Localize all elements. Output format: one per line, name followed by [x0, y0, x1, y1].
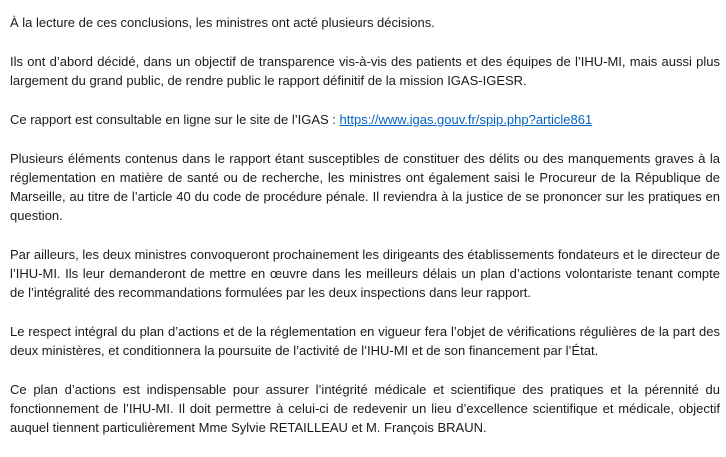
paragraph-prosecutor: Plusieurs éléments contenus dans le rapport étant susceptibles de constituer des délits ou des manquements graves à la réglementation en matière de santé ou de recherche, les ministres ont également saisi le Procureur de la République de Marseille, au titre de l’article 40 du code de procédure pénale. Il reviendra à la justice de se prononcer sur les pratiques en question. — [10, 151, 720, 223]
paragraph-action-plan: Par ailleurs, les deux ministres convoqueront prochainement les dirigeants des établissements fondateurs et le directeur de l’IHU-MI. Ils leur demanderont de mettre en œuvre dans les meilleurs délais un plan d’actions volontariste tenant compte de l’intégralité des recommandations formulées par les deux inspections dans leur rapport. — [10, 247, 720, 300]
igas-report-link[interactable]: https://www.igas.gouv.fr/spip.php?article861 — [339, 112, 593, 127]
paragraph-intro: À la lecture de ces conclusions, les ministres ont acté plusieurs décisions. — [10, 15, 435, 30]
paragraph-verification: Le respect intégral du plan d’actions et de la réglementation en vigueur fera l’objet de vérifications régulières de la part des deux ministères, et conditionnera la poursuite de l’activité de l’IHU-MI et de son financement par l’État. — [10, 324, 720, 358]
paragraph-report-link — [10, 110, 720, 129]
report-link-label: Ce rapport est consultable en ligne sur le site de l’IGAS : — [10, 112, 340, 127]
paragraph-conclusion: Ce plan d’actions est indispensable pour assurer l’intégrité médicale et scientifique des pratiques et la pérennité du fonctionnement de l’IHU-MI. Il doit permettre à celui-ci de redevenir un lieu d’excellence scientifique et médicale, objectif auquel tiennent particulièrement Mme Sylvie RETAILLEAU et M. François BRAUN. — [10, 382, 720, 435]
paragraph-transparency: Ils ont d’abord décidé, dans un objectif de transparence vis-à-vis des patients et des équipes de l’IHU-MI, mais aussi plus largement du grand public, de rendre public le rapport définitif de la mission IGAS-IGESR. — [10, 54, 720, 88]
document-body — [10, 13, 720, 457]
